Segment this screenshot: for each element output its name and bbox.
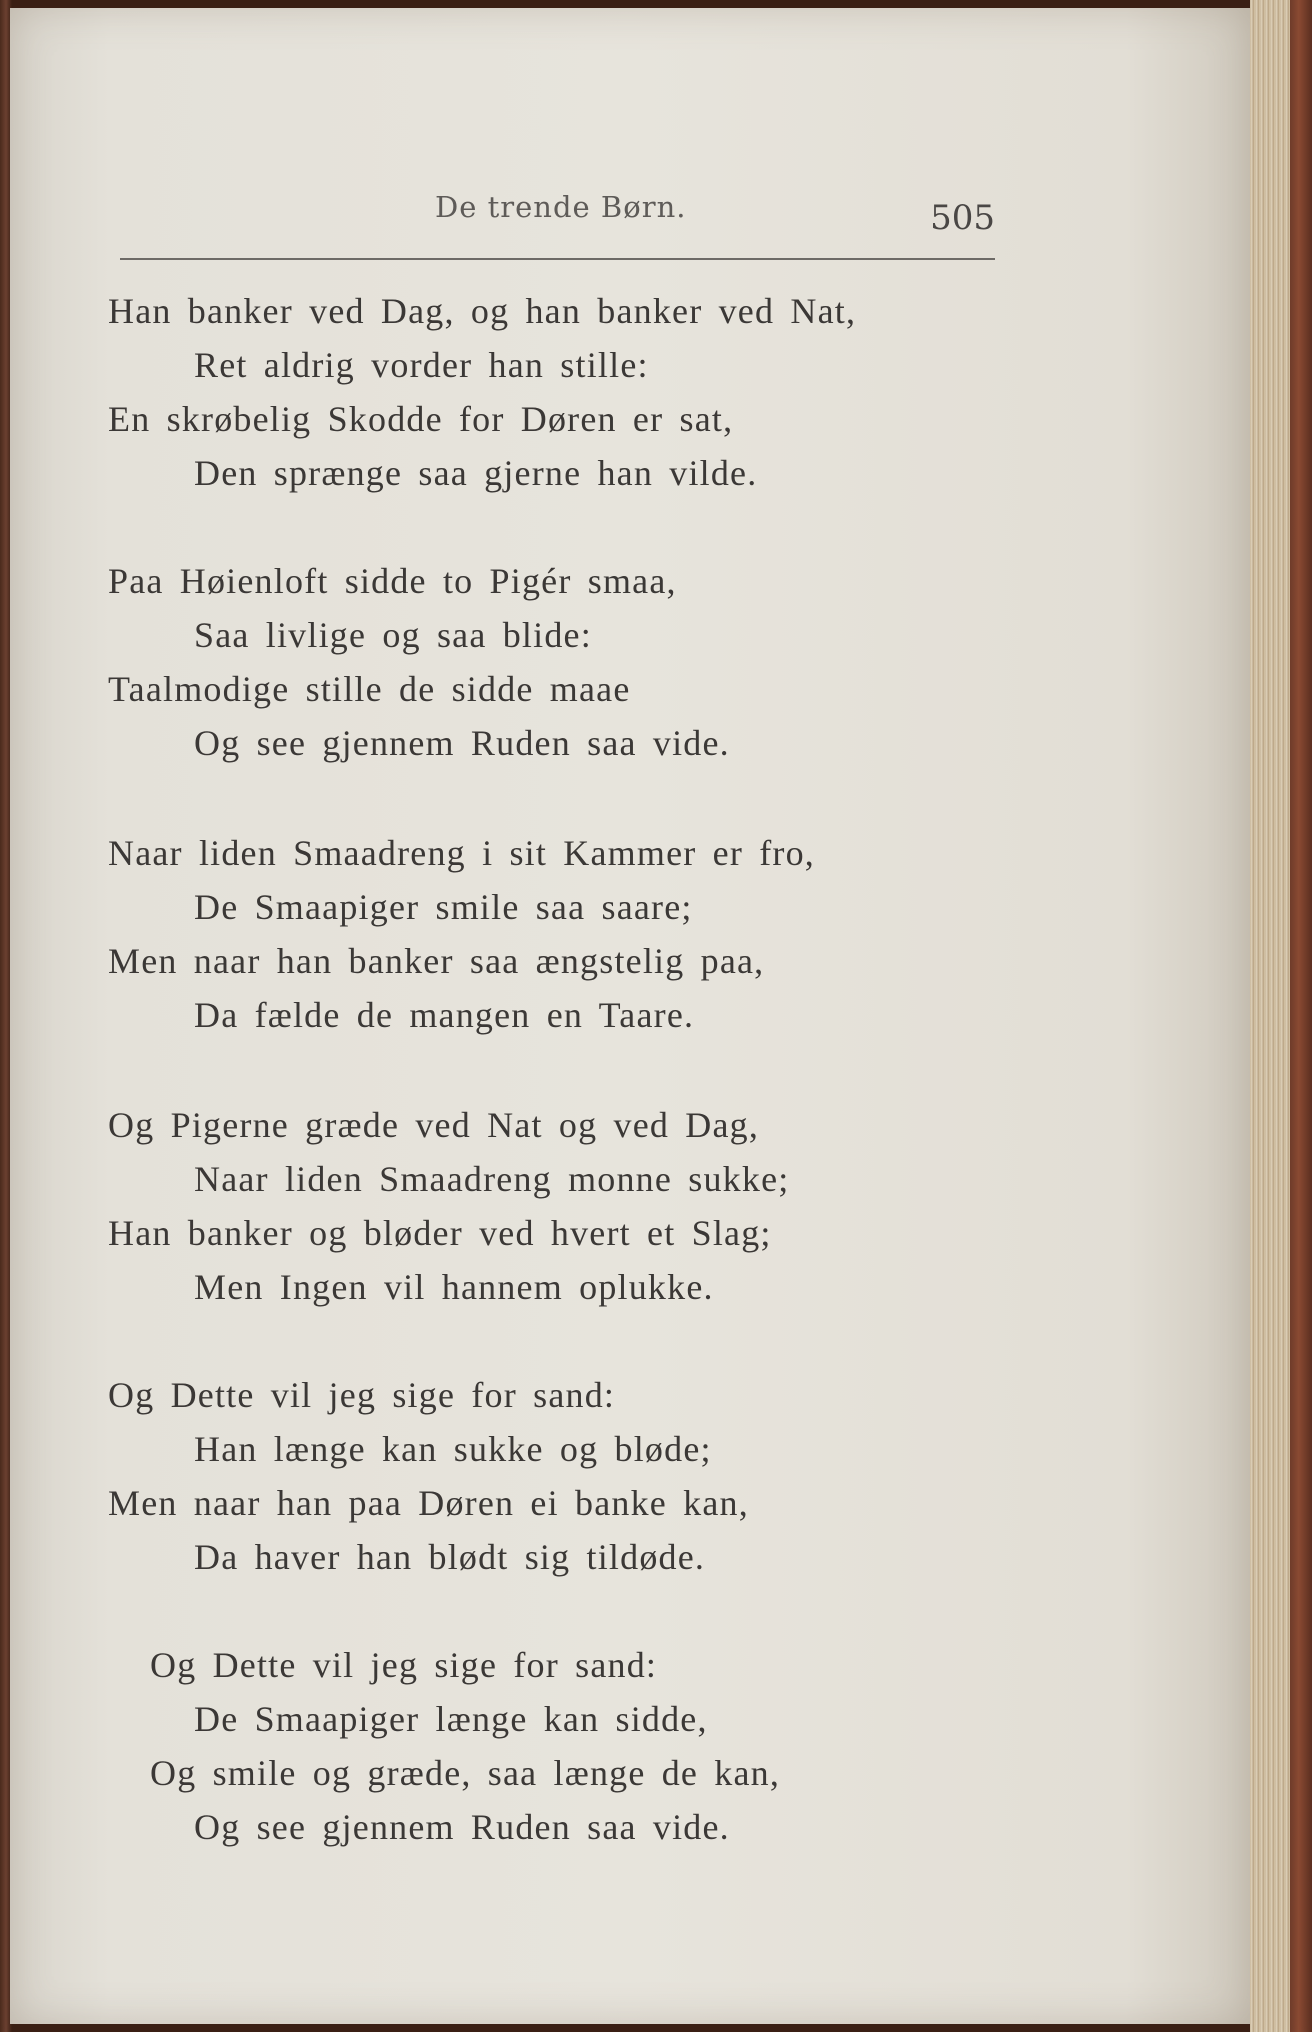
poem-line: Da haver han blødt sig tildøde.	[194, 1537, 706, 1577]
poem-line: Da fælde de mangen en Taare.	[194, 995, 695, 1035]
poem-line: Den sprænge saa gjerne han vilde.	[194, 453, 758, 493]
poem-line: Saa livlige og saa blide:	[194, 615, 592, 655]
page-number: 505	[930, 198, 995, 238]
poem-line: Men Ingen vil hannem oplukke.	[194, 1267, 714, 1307]
poem-line: En skrøbelig Skodde for Døren er sat,	[108, 399, 734, 439]
poem-line: Han banker og bløder ved hvert et Slag;	[108, 1213, 772, 1253]
poem-line: Og Dette vil jeg sige for sand:	[108, 1375, 616, 1415]
poem-line: Naar liden Smaadreng monne sukke;	[194, 1159, 790, 1199]
poem-line: Han banker ved Dag, og han banker ved Nat,	[108, 291, 857, 331]
poem-line: Ret aldrig vorder han stille:	[194, 345, 649, 385]
running-title: De trende Børn.	[435, 190, 687, 224]
book-page	[10, 8, 1250, 2024]
poem-line: Og Dette vil jeg sige for sand:	[150, 1645, 658, 1685]
poem-line: Og Pigerne græde ved Nat og ved Dag,	[108, 1105, 760, 1145]
poem-line: Og see gjennem Ruden saa vide.	[194, 1807, 730, 1847]
poem-line: Men naar han banker saa ængstelig paa,	[108, 941, 765, 981]
poem-line: Men naar han paa Døren ei banke kan,	[108, 1483, 749, 1523]
book-cover-edge	[1290, 0, 1312, 2032]
poem-line: De Smaapiger smile saa saare;	[194, 887, 693, 927]
poem-line: De Smaapiger længe kan sidde,	[194, 1699, 708, 1739]
poem-line: Han længe kan sukke og bløde;	[194, 1429, 712, 1469]
poem-line: Taalmodige stille de sidde maae	[108, 669, 631, 709]
poem-line: Og see gjennem Ruden saa vide.	[194, 723, 730, 763]
page-header	[120, 178, 995, 260]
poem-line: Naar liden Smaadreng i sit Kammer er fro,	[108, 833, 815, 873]
poem-line: Paa Høienloft sidde to Pigér smaa,	[108, 561, 677, 601]
poem-line: Og smile og græde, saa længe de kan,	[150, 1753, 781, 1793]
